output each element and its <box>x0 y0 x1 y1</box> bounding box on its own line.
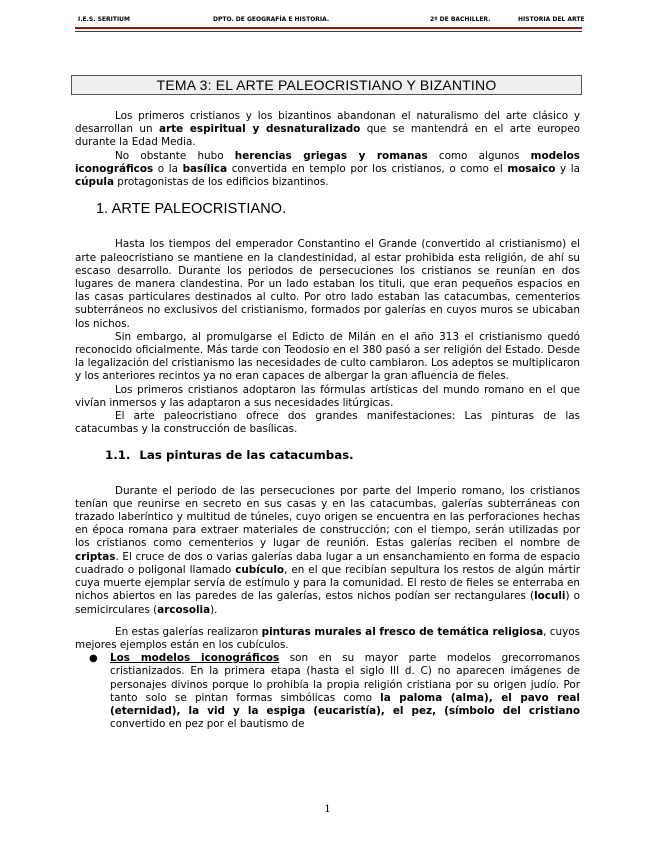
header-rule-thin <box>75 31 582 32</box>
subsection-number: 1.1. <box>105 448 131 463</box>
document-body <box>75 110 580 731</box>
page-title: TEMA 3: EL ARTE PALEOCRISTIANO Y BIZANTINO <box>71 75 582 95</box>
section1-paragraph-3: Los primeros cristianos adoptaron las fórmulas artísticas del mundo romano en el que vivían inmersos y las adaptaron a sus necesidades litúrgicas. <box>75 383 580 409</box>
header-rule-thick <box>75 27 582 29</box>
subsection-title: Las pinturas de las catacumbas. <box>139 448 354 463</box>
header-school: I.E.S. SERITIUM <box>78 16 131 23</box>
section1-paragraph-4: El arte paleocristiano ofrece dos grandes manifestaciones: Las pinturas de las catacumbas y la construcción de basílicas. <box>75 410 580 436</box>
page-header <box>78 16 585 25</box>
intro-paragraph-1: Los primeros cristianos y los bizantinos abandonan el naturalismo del arte clásico y desarrollan un arte espiritual y desnaturalizado que se mantendrá en el arte europeo durante la Edad Media. <box>75 110 580 149</box>
bullet-icon: ● <box>89 653 98 665</box>
list-item: ● Los modelos iconográficos son en su mayor parte modelos grecorromanos cristianizados. En la primera etapa (hasta el siglo III d. C) no aparecen imágenes de personajes divinos porque lo prohibía la propia religión cristiana por su origen judío. Por tanto solo se pintan formas simbólicas como la paloma (alma), el pavo real (eternidad), la vid y la espiga (eucaristía), el pez, (símbolo del cristiano convertido en pez por el bautismo de <box>89 652 581 731</box>
page-number: 1 <box>324 804 331 815</box>
section11-paragraph-2: En estas galerías realizaron pinturas murales al fresco de temática religiosa, cuyos mejores ejemplos están en los cubículos. <box>75 625 581 651</box>
subsection-heading-catacombs <box>105 449 580 462</box>
section-heading-paleochristian: 1. ARTE PALEOCRISTIANO. <box>96 201 287 218</box>
header-course: 2º DE BACHILLER. <box>430 16 491 23</box>
section1-paragraph-1: Hasta los tiempos del emperador Constantino el Grande (convertido al cristianismo) el arte paleocristiano se mantiene en la clandestinidad, al estar prohibida esta religión, de ahí su escaso desarrollo. Durante los periodos de persecuciones los cristianos se reunían en dos lugares de manera clandestina. Por un lado estaban los tituli, que eran pequeños espacios en las casas particulares destinados al culto. Por otro lado estaban las catacumbas, cementerios subterráneos no exclusivos del cristianismo, formados por galerías en cuyos muros se ubicaban los nichos. <box>75 238 580 330</box>
header-subject: HISTORIA DEL ARTE <box>518 16 585 23</box>
iconography-list <box>75 652 580 731</box>
section1-paragraph-2: Sin embargo, al promulgarse el Edicto de Milán en el año 313 el cristianismo quedó reconocido oficialmente. Más tarde con Teodosio en el 380 pasó a ser religión del Estado. Desde la legalización del cristianismo las necesidades de culto cambiaron. Los adeptos se multiplicaron y los anteriores recintos ya no eran capaces de albergar la gran afluencia de fieles. <box>75 330 580 383</box>
header-department: DPTO. DE GEOGRAFÍA E HISTORIA. <box>213 16 330 23</box>
section11-paragraph-1: Durante el periodo de las persecuciones por parte del Imperio romano, los cristianos tenían que reunirse en secreto en sus casas y en las catacumbas, galerías subterráneas con trazado laberíntico y multitud de túneles, cuyo origen se encuentra en las perforaciones hechas en época romana para extraer materiales de construcción; con el tiempo, serán utilizadas por los cristianos como cementerios y lugar de reunión. Estas galerías reciben el nombre de criptas. El cruce de dos o varias galerías daba lugar a un ensanchamiento en forma de espacio cuadrado o poligonal llamado cubículo, en el que recibían sepultura los restos de algún mártir cuya muerte ejemplar servía de estímulo y para la comunidad. El resto de fieles se enterraba en nichos abiertos en las paredes de las galerías, estos nichos podían ser rectangulares (loculi) o semicirculares (arcosolia). <box>75 484 580 616</box>
intro-paragraph-2: No obstante hubo herencias griegas y romanas como algunos modelos iconográficos o la basílica convertida en templo por los cristianos, o como el mosaico y la cúpula protagonistas de los edificios bizantinos. <box>75 149 580 189</box>
